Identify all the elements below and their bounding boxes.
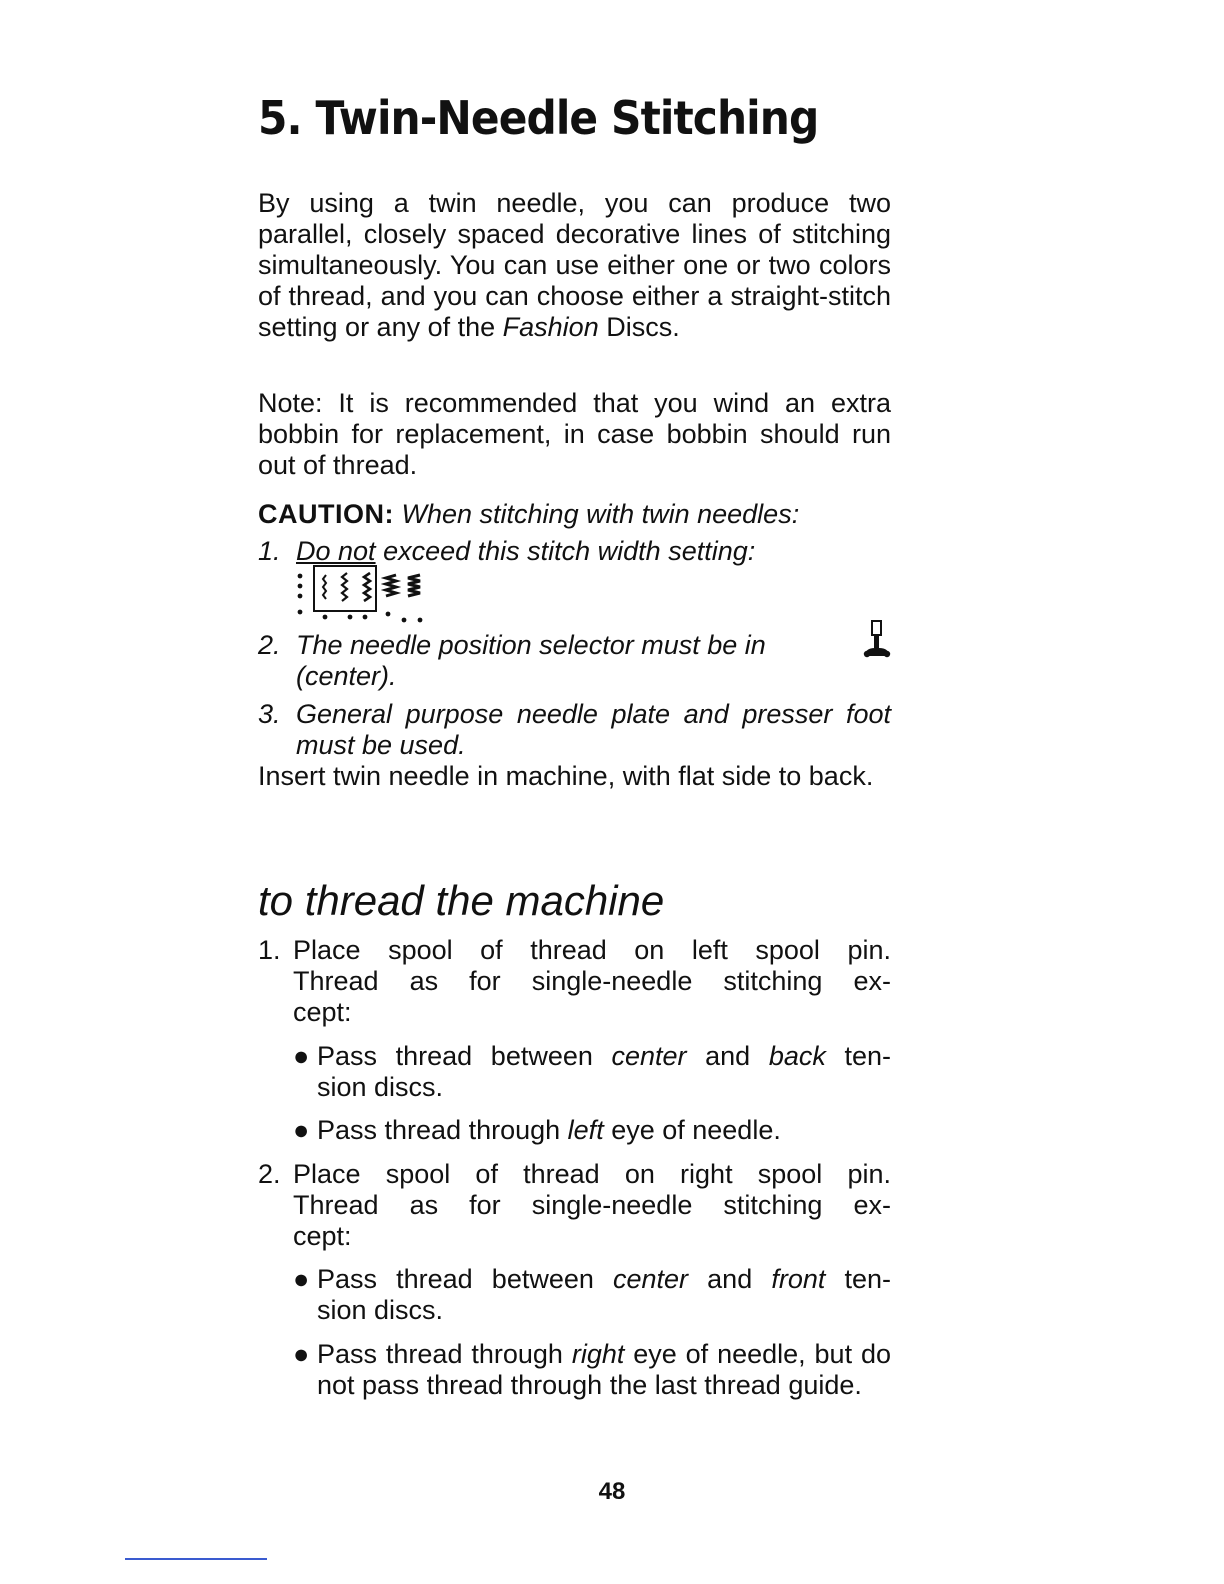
thread-step-1 — [258, 935, 891, 1028]
bullet-dot: ● — [293, 1264, 310, 1294]
caution-item-2-text: The needle position selector must be in — [296, 630, 766, 660]
thread-step-1-line-3: cept: — [293, 997, 352, 1027]
thread-step-2 — [258, 1159, 891, 1252]
center-needle-position-icon — [863, 620, 891, 660]
thread-step-2-line-2: Thread as for single-needle stitching ex- — [293, 1190, 891, 1220]
caution-item-1-number: 1. — [258, 536, 281, 566]
thread-step-2-bullet-1: ● Pass thread between center and front ten- sion discs. — [293, 1264, 891, 1325]
scan-edge-line — [125, 1558, 267, 1560]
page-number: 48 — [598, 1478, 626, 1505]
bullet-continuation: sion discs. — [317, 1295, 444, 1325]
intro-text-after: Discs. — [598, 312, 680, 342]
caution-text: When stitching with twin needles: — [401, 499, 800, 529]
caution-item-1 — [258, 536, 891, 567]
page-title: 5. Twin-Needle Stitching — [258, 91, 819, 145]
bullet-continuation: sion discs. — [317, 1072, 444, 1102]
intro-text-before: By using a twin needle, you can produce two parallel, closely spaced decorative lines of stitching simultaneously. You can use either one or two colors of thread, and you can choose either a straight-stitch setting or any of the — [258, 188, 891, 342]
caution-item-2 — [258, 630, 891, 692]
bullet-dot: ● — [293, 1115, 310, 1145]
do-not-emphasis: Do not — [296, 536, 376, 566]
stitch-width-dial-icon — [292, 565, 472, 625]
section-subheading: to thread the machine — [258, 877, 665, 924]
thread-step-1-line-1: Place spool of thread on left spool pin. — [293, 935, 891, 965]
caution-item-2-number: 2. — [258, 630, 281, 660]
thread-step-2-line-3: cept: — [293, 1221, 352, 1251]
note-paragraph: Note: It is recommended that you wind an extra bobbin for replacement, in case bobbin should run out of thread. — [258, 388, 891, 480]
thread-step-2-bullet-2: ● Pass thread through right eye of needle, but do not pass thread through the last thread guide. — [293, 1339, 891, 1400]
thread-step-1-number: 1. — [258, 935, 281, 965]
thread-step-2-number: 2. — [258, 1159, 281, 1189]
caution-item-3-number: 3. — [258, 699, 281, 729]
thread-step-2-line-1: Place spool of thread on right spool pin. — [293, 1159, 891, 1189]
thread-step-1-bullet-2: ● Pass thread through left eye of needle. — [293, 1115, 781, 1145]
intro-emphasis: Fashion — [502, 312, 599, 342]
intro-paragraph — [258, 188, 891, 343]
thread-step-1-line-2: Thread as for single-needle stitching ex- — [293, 966, 891, 996]
bullet-dot: ● — [293, 1339, 310, 1369]
insert-needle-paragraph: Insert twin needle in machine, with flat side to back. — [258, 761, 874, 791]
thread-step-1-bullet-1: ● Pass thread between center and back ten- sion discs. — [293, 1041, 891, 1102]
caution-item-3-text: General purpose needle plate and presser foot must be used. — [296, 699, 891, 760]
caution-item-3 — [258, 699, 891, 761]
caution-item-2-continuation: (center). — [296, 661, 397, 691]
caution-line — [258, 499, 898, 530]
caution-label: CAUTION: — [258, 499, 394, 529]
caution-item-1-text: Do not exceed this stitch width setting: — [296, 536, 756, 566]
bullet-dot: ● — [293, 1041, 310, 1071]
